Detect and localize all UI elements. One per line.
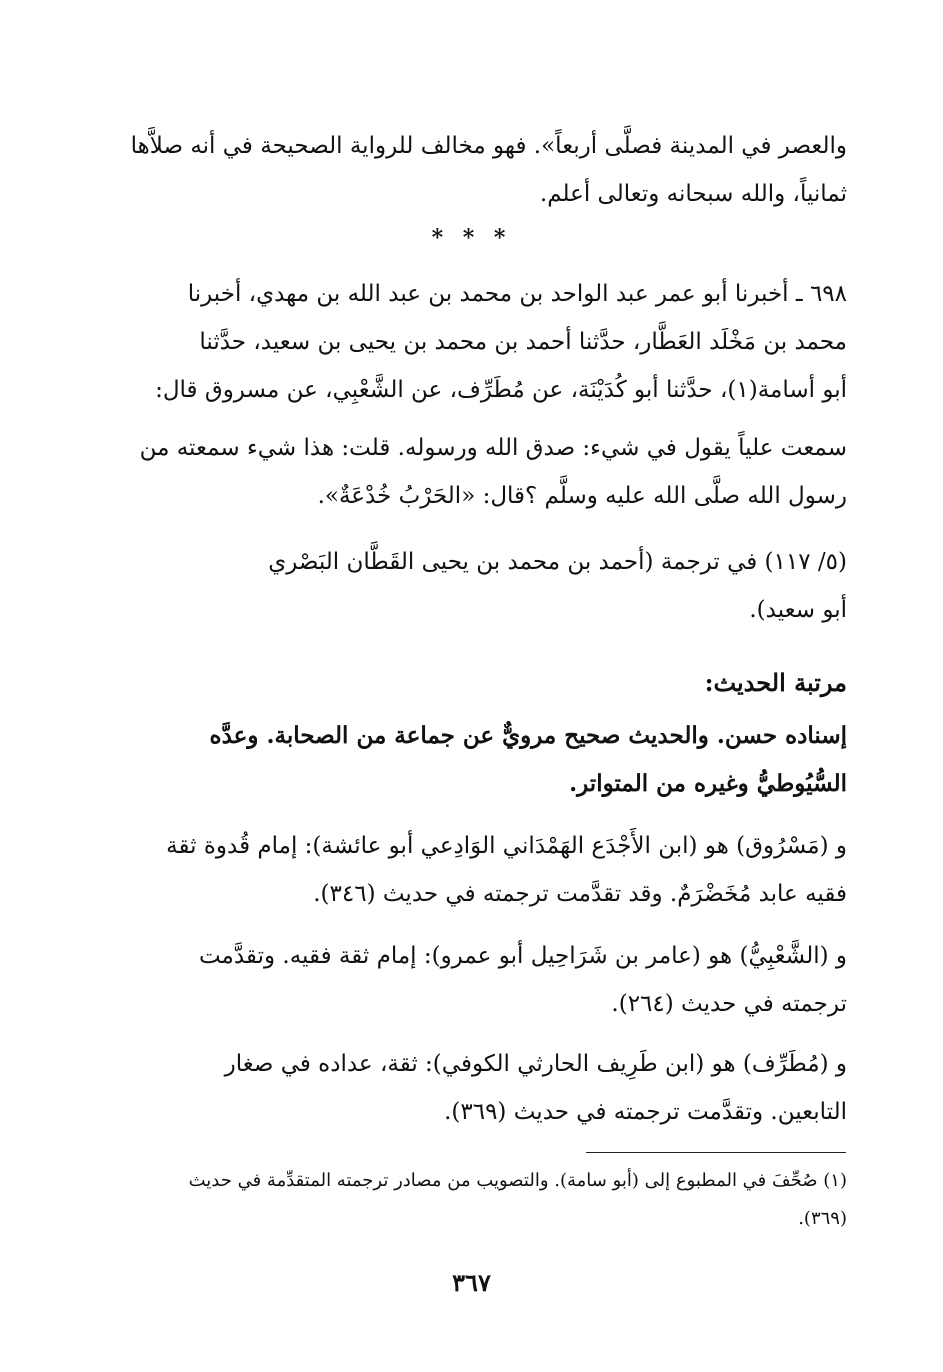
narrator-note-mutarrif [95, 1040, 847, 1136]
source-reference [95, 538, 847, 634]
text-line: رسول الله صلَّى الله عليه وسلَّم ؟قال: «الحَرْبُ خُدْعَةٌ». [317, 483, 847, 509]
text-line: والعصر في المدينة فصلَّى أربعاً». فهو مخالف للرواية الصحيحة في أنه صلاَّها [130, 133, 847, 159]
text-line: و (مَسْرُوق) هو (ابن الأَجْدَع الهَمْدَاني الوَادِعي أبو عائشة): إمام قُدوة ثقة [166, 833, 847, 859]
text-line: محمد بن مَخْلَد العَطَّار، حدَّثنا أحمد بن محمد بن يحيى بن سعيد، حدَّثنا [199, 329, 847, 355]
text-line: أبو سعيد). [749, 597, 847, 623]
narrator-note-masruq [95, 822, 847, 918]
text-line: و (الشَّعْبِيُّ) هو (عامر بن شَرَاحِيل أبو عمرو): إمام ثقة فقيه. وتقدَّمت [198, 943, 847, 969]
hadith-isnad [95, 270, 847, 414]
paragraph-continuation [95, 122, 847, 218]
text-line: فقيه عابد مُخَضْرَمٌ. وقد تقدَّمت ترجمته في حديث (٣٤٦). [313, 881, 847, 907]
footnote-line: (١) صُحِّفَ في المطبوع إلى (أبو سامة). والتصويب من مصادر ترجمته المتقدِّمة في حديث [188, 1170, 847, 1191]
footnote-divider [586, 1152, 846, 1153]
narrator-note-shabi [95, 932, 847, 1028]
section-separator: * * * [431, 225, 512, 251]
text-line: و (مُطَرِّف) هو (ابن طَرِيف الحارثي الكوفي): ثقة، عداده في صغار [224, 1051, 847, 1077]
page-number: ٣٦٧ [452, 1268, 491, 1297]
text-line: أبو أسامة(١)، حدَّثنا أبو كُدَيْنَة، عن مُطَرِّف، عن الشَّعْبِي، عن مسروق قال: [155, 377, 847, 403]
text-line: السُّيُوطيُّ وغيره من المتواتر. [569, 770, 847, 797]
text-line: ثمانياً، والله سبحانه وتعالى أعلم. [539, 181, 847, 207]
text-line: ترجمته في حديث (٢٦٤). [611, 991, 847, 1017]
text-line: (٥/ ١١٧) في ترجمة (أحمد بن محمد بن يحيى القَطَّان البَصْري [268, 549, 847, 575]
section-heading: مرتبة الحديث: [704, 668, 847, 697]
grading-paragraph [95, 712, 847, 808]
text-line: ٦٩٨ ـ أخبرنا أبو عمر عبد الواحد بن محمد بن عبد الله بن مهدي، أخبرنا [187, 281, 847, 307]
footnote [95, 1162, 847, 1238]
footnote-line: (٣٦٩). [798, 1208, 847, 1229]
text-line: إسناده حسن. والحديث صحيح مرويٌّ عن جماعة من الصحابة. وعدَّه [209, 722, 847, 749]
hadith-matn [95, 424, 847, 520]
text-line: التابعين. وتقدَّمت ترجمته في حديث (٣٦٩). [444, 1099, 847, 1125]
text-line: سمعت علياً يقول في شيء: صدق الله ورسوله. قلت: هذا شيء سمعته من [139, 435, 847, 461]
